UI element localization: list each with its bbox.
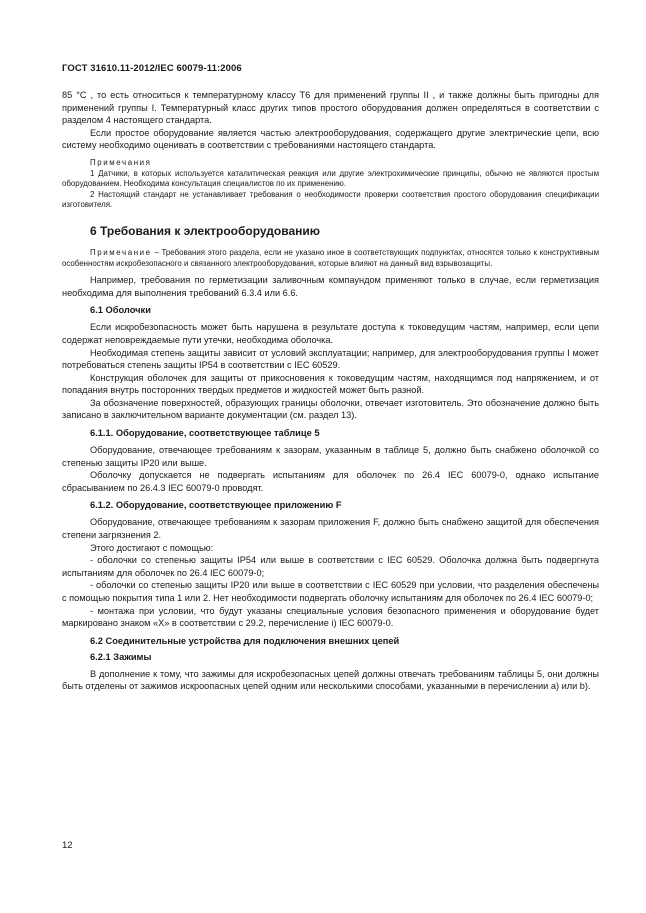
subsection-heading: 6.1 Оболочки — [90, 305, 151, 316]
list-item: - оболочки со степенью защиты IP54 или выше в соответствии с IEC 60529. Оболочка должна быть подвергнута испытаниям для оболочек по 26.4 IEC 60079-0; — [62, 555, 599, 578]
note-item: 2 Настоящий стандарт не устанавливает требования о необходимости проверки соответствия простого оборудования спецификации изготовителя. — [62, 189, 599, 210]
notes-title: Примечания — [90, 157, 152, 167]
document-header: ГОСТ 31610.11-2012/IEC 60079-11:2006 — [62, 63, 242, 74]
subsection-heading: 6.2.1 Зажимы — [90, 651, 152, 662]
subsection-heading: 6.1.1. Оборудование, соответствующее таблице 5 — [90, 428, 320, 439]
note-item: 1 Датчики, в которых используется каталитическая реакция или другие электрохимические принципы, обычно не являются простым оборудованием. Необходима консультация специалистов по их применению. — [62, 168, 599, 189]
note-label: Примечание — [90, 247, 152, 257]
paragraph: Этого достигают с помощью: — [90, 542, 214, 553]
list-item: - оболочки со степенью защиты IP20 или выше в соответствии с IEC 60529 при условии, что разделения обеспечены с помощью покрытия типа 1 или 2. Нет необходимости подвергать оболочку испытаниям для оболочек по 26.4 IEC 60079-0; — [62, 580, 599, 603]
paragraph: За обозначение поверхностей, образующих границы оболочки, отвечает изготовитель. Это обозначение должно быть записано в заключительном варианте документации (см. раздел 13). — [62, 397, 599, 421]
paragraph: Если искробезопасность может быть нарушена в результате доступа к токоведущим частям, например, если цепи содержат неповреждаемые пути утечки, необходима оболочка. — [62, 322, 599, 345]
paragraph: Оболочку допускается не подвергать испытаниям для оболочек по 26.4 IEC 60079-0, однако испытание сбрасыванием по 26.4.3 IEC 60079-0 проводят. — [62, 470, 599, 493]
subsection-heading: 6.2 Соединительные устройства для подключения внешних цепей — [90, 635, 400, 646]
section-heading: 6 Требования к электрооборудованию — [90, 223, 321, 238]
paragraph: Оборудование, отвечающее требованиям к зазорам приложения F, должно быть снабжено защитой для обеспечения степени загрязнения 2. — [62, 517, 599, 541]
paragraph: В дополнение к тому, что зажимы для искробезопасных цепей должны отвечать требованиям таблицы 5, они должны быть отделены от зажимов искроопасных цепей одним или несколькими способами, указанными в перечислении a) или b). — [62, 668, 599, 692]
paragraph: 85 °С , то есть относиться к температурному классу Т6 для применений группы II , и также должны быть пригодны для применений группы I. Температурный класс других типов простого оборудования должен определяться в соответствии с разделом 4 настоящего стандарта. — [62, 90, 599, 126]
paragraph: Оборудование, отвечающее требованиям к зазорам, указанным в таблице 5, должно быть снабжено оболочкой со степенью защиты IP20 или выше. — [62, 445, 599, 468]
page-body — [62, 89, 599, 693]
paragraph: Если простое оборудование является частью электрооборудования, содержащего другие электрические цепи, всю систему необходимо оценивать в соответствии с требованиями настоящего стандарта. — [62, 127, 599, 151]
list-item: - монтажа при условии, что будут указаны специальные условия безопасного применения и оборудование будет маркировано знаком «Х» в соответствии с 29.2, перечисление i) IEC 60079-0. — [62, 605, 599, 629]
paragraph: Конструкция оболочек для защиты от прикосновения к токоведущим частям, находящимся под напряжением, и от попадания внутрь посторонних твердых предметов и жидкостей может быть разной. — [62, 372, 599, 396]
paragraph: Необходимая степень защиты зависит от условий эксплуатации; например, для электрооборудования группы I может потребоваться степень защиты IP54 в соответствии с IEC 60529. — [62, 347, 599, 371]
note-text: – Требования этого раздела, если не указано иное в соответствующих подпунктах, относятся только к конструктивным особенностям искробезопасного и связанного электрооборудования, которые влияют на данный вид взрывозащиты. — [62, 247, 599, 268]
subsection-heading: 6.1.2. Оборудование, соответствующее приложению F — [90, 500, 342, 511]
page-number: 12 — [62, 840, 73, 851]
paragraph: Например, требования по герметизации заливочным компаундом применяют только в случае, если герметизация необходима для выполнения требований 6.3.4 или 6.6. — [62, 275, 599, 298]
section-note — [62, 248, 599, 269]
